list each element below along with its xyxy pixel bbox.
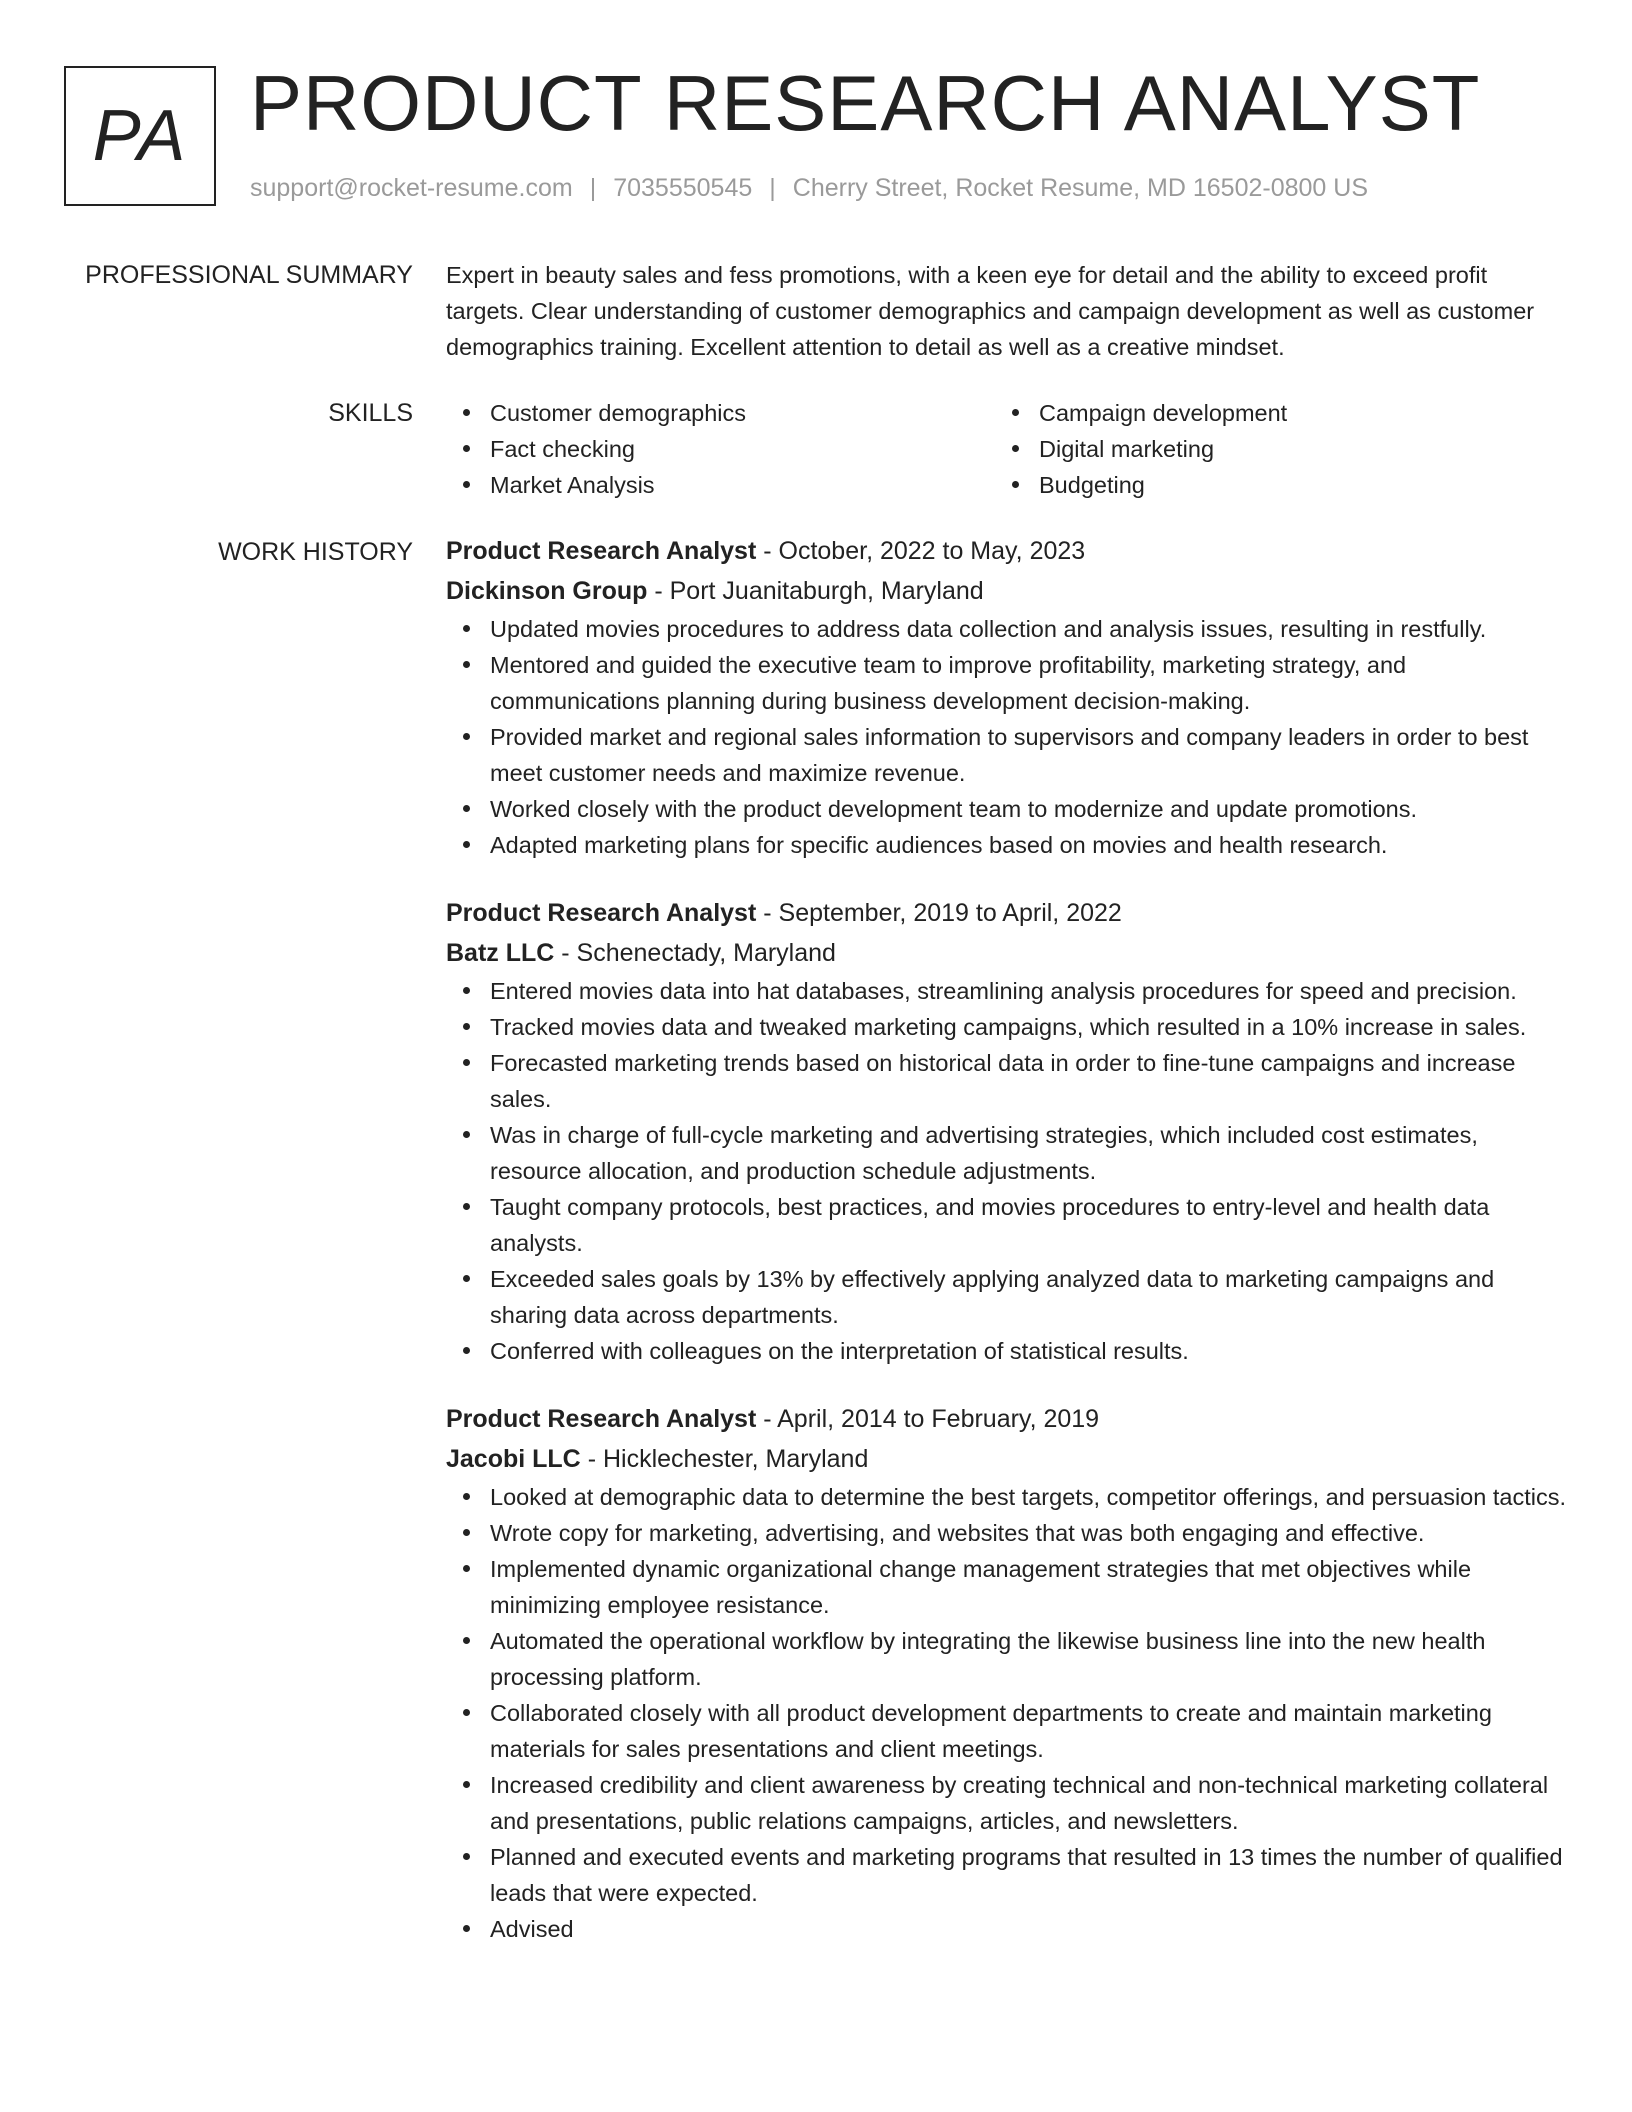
job-title: Product Research Analyst [446, 537, 757, 565]
work-heading: WORK HISTORY [218, 538, 413, 566]
job-title-line [446, 893, 1566, 933]
skills-body [446, 395, 1566, 503]
job-location: - Port Juanitaburgh, Maryland [647, 577, 984, 605]
job-bullet: Collaborated closely with all product development departments to create and maintain marketing materials for sales presentations and client meetings. [446, 1695, 1566, 1767]
job-company: Jacobi LLC [446, 1445, 581, 1473]
contact-email: support@rocket-resume.com [250, 174, 573, 202]
job-bullet: Implemented dynamic organizational change management strategies that met objectives while minimizing employee resistance. [446, 1551, 1566, 1623]
job-bullet: Updated movies procedures to address data collection and analysis issues, resulting in restfully. [446, 611, 1566, 647]
job-company-line [446, 1439, 1566, 1479]
job-bullet: Planned and executed events and marketing programs that resulted in 13 times the number of qualified leads that were expected. [446, 1839, 1566, 1911]
skills-column-2 [995, 395, 1544, 503]
job-entry [446, 531, 1566, 863]
skill-item: Digital marketing [995, 431, 1544, 467]
job-company-line [446, 571, 1566, 611]
job-company-line [446, 933, 1566, 973]
page-title: PRODUCT RESEARCH ANALYST [250, 59, 1481, 147]
job-bullet: Worked closely with the product development team to modernize and update promotions. [446, 791, 1566, 827]
job-bullet: Forecasted marketing trends based on historical data in order to fine-tune campaigns and increase sales. [446, 1045, 1566, 1117]
job-dates: - April, 2014 to February, 2019 [756, 1405, 1100, 1433]
skill-item: Market Analysis [446, 467, 995, 503]
job-bullet: Adapted marketing plans for specific audiences based on movies and health research. [446, 827, 1566, 863]
job-bullets [446, 1479, 1566, 1947]
job-company: Batz LLC [446, 939, 555, 967]
contact-line [250, 174, 1368, 203]
job-bullet: Increased credibility and client awareness by creating technical and non-technical marketing collateral and presentations, public relations campaigns, articles, and newsletters. [446, 1767, 1566, 1839]
summary-heading: PROFESSIONAL SUMMARY [85, 261, 413, 289]
job-location: - Schenectady, Maryland [554, 939, 836, 967]
skills-column-1 [446, 395, 995, 503]
skill-item: Fact checking [446, 431, 995, 467]
job-title: Product Research Analyst [446, 1405, 757, 1433]
job-bullets [446, 611, 1566, 863]
job-bullet: Provided market and regional sales information to supervisors and company leaders in order to best meet customer needs and maximize revenue. [446, 719, 1566, 791]
skills-grid [446, 395, 1566, 503]
job-bullet: Conferred with colleagues on the interpretation of statistical results. [446, 1333, 1566, 1369]
contact-phone: 7035550545 [613, 174, 753, 202]
work-body [446, 531, 1566, 1962]
job-bullet: Was in charge of full-cycle marketing and advertising strategies, which included cost estimates, resource allocation, and production schedule adjustments. [446, 1117, 1566, 1189]
summary-body [446, 257, 1566, 365]
job-bullet: Looked at demographic data to determine the best targets, competitor offerings, and persuasion tactics. [446, 1479, 1566, 1515]
job-company: Dickinson Group [446, 577, 648, 605]
job-bullet: Entered movies data into hat databases, streamlining analysis procedures for speed and precision. [446, 973, 1566, 1009]
job-title-line [446, 1399, 1566, 1439]
skill-item: Campaign development [995, 395, 1544, 431]
job-entry [446, 893, 1566, 1369]
job-bullet: Wrote copy for marketing, advertising, and websites that was both engaging and effective. [446, 1515, 1566, 1551]
job-dates: - October, 2022 to May, 2023 [756, 537, 1086, 565]
job-bullet: Mentored and guided the executive team to improve profitability, marketing strategy, and communications planning during business development decision-making. [446, 647, 1566, 719]
job-bullet: Advised [446, 1911, 1566, 1947]
monogram: PA [64, 66, 216, 206]
job-location: - Hicklechester, Maryland [580, 1445, 869, 1473]
job-bullet: Tracked movies data and tweaked marketing campaigns, which resulted in a 10% increase in sales. [446, 1009, 1566, 1045]
job-bullet: Taught company protocols, best practices, and movies procedures to entry-level and health data analysts. [446, 1189, 1566, 1261]
contact-address: Cherry Street, Rocket Resume, MD 16502-0800 US [792, 174, 1369, 202]
skill-item: Customer demographics [446, 395, 995, 431]
contact-separator: | [589, 174, 597, 202]
job-bullet: Automated the operational workflow by integrating the likewise business line into the new health processing platform. [446, 1623, 1566, 1695]
skills-heading: SKILLS [328, 399, 413, 427]
job-bullet: Exceeded sales goals by 13% by effectively applying analyzed data to marketing campaigns and sharing data across departments. [446, 1261, 1566, 1333]
summary-text: Expert in beauty sales and fess promotions, with a keen eye for detail and the ability to exceed profit targets. Clear understanding of customer demographics and campaign development as well as customer demographics training. Excellent attention to detail as well as a creative mindset. [446, 262, 1535, 360]
job-title-line [446, 531, 1566, 571]
contact-separator: | [769, 174, 776, 202]
job-entry [446, 1399, 1566, 1947]
job-dates: - September, 2019 to April, 2022 [756, 899, 1122, 927]
skill-item: Budgeting [995, 467, 1544, 503]
job-bullets [446, 973, 1566, 1369]
job-title: Product Research Analyst [446, 899, 757, 927]
